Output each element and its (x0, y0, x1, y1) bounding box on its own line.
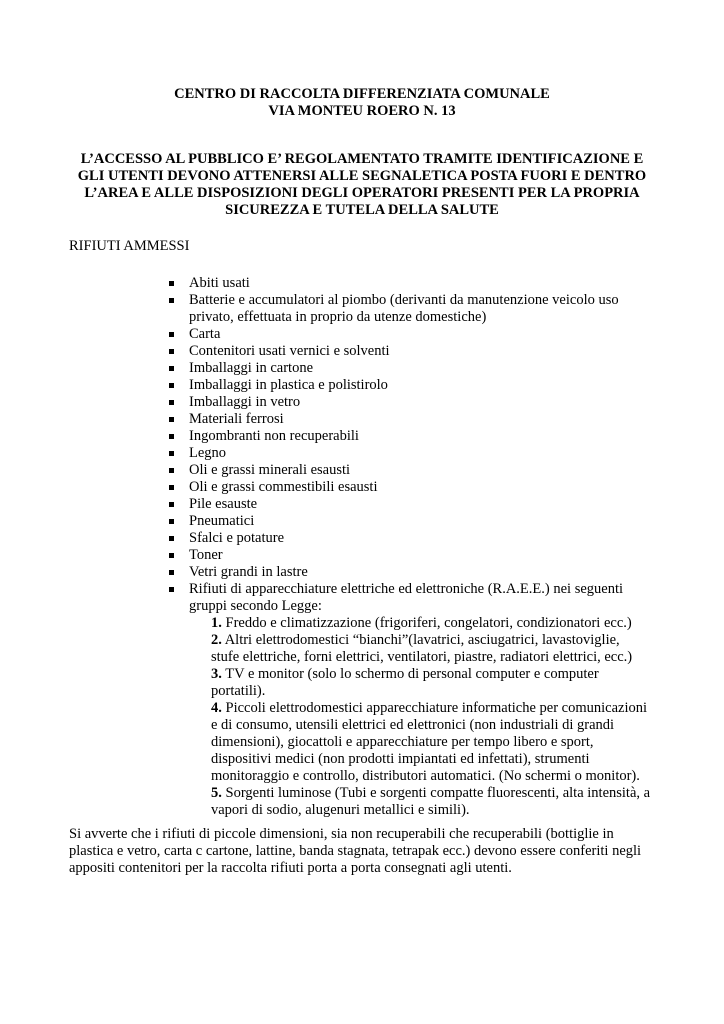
raee-group-line: vapori di sodio, alugenuri metallici e simili). (211, 802, 470, 818)
raee-group-line: monitoraggio e controllo, distributori automatici. (No schermi o monitor). (211, 768, 640, 784)
raee-group-line: 3. TV e monitor (solo lo schermo di personal computer e computer (211, 666, 599, 682)
list-item: Legno (168, 445, 656, 462)
square-bullet-icon (169, 519, 174, 524)
square-bullet-icon (169, 281, 174, 286)
title-line: VIA MONTEU ROERO N. 13 (268, 103, 456, 119)
square-bullet-icon (169, 553, 174, 558)
list-item: Materiali ferrosi (168, 411, 656, 428)
square-bullet-icon (169, 451, 174, 456)
list-item: Ingombranti non recuperabili (168, 428, 656, 445)
document-title (60, 86, 664, 120)
raee-group-line: portatili). (211, 683, 266, 699)
list-item: Toner (168, 547, 656, 564)
list-item: Pile esauste (168, 496, 656, 513)
square-bullet-icon (169, 417, 174, 422)
list-item: Carta (168, 326, 656, 343)
list-item: Contenitori usati vernici e solventi (168, 343, 656, 360)
list-item: Imballaggi in vetro (168, 394, 656, 411)
accepted-waste-list (168, 275, 656, 819)
raee-group-line: 1. Freddo e climatizzazione (frigoriferi, congelatori, condizionatori ecc.) (211, 615, 632, 631)
footer-line: appositi contenitori per la raccolta rifiuti porta a porta consegnati agli utenti. (69, 860, 512, 876)
square-bullet-icon (169, 434, 174, 439)
notice-line: L’AREA E ALLE DISPOSIZIONI DEGLI OPERATORI PRESENTI PER LA PROPRIA (84, 185, 640, 201)
square-bullet-icon (169, 298, 174, 303)
square-bullet-icon (169, 536, 174, 541)
list-item: Vetri grandi in lastre (168, 564, 656, 581)
square-bullet-icon (169, 366, 174, 371)
list-item: Batterie e accumulatori al piombo (derivanti da manutenzione veicolo uso privato, effettuata in proprio da utenze domestiche) (168, 292, 656, 326)
title-line: CENTRO DI RACCOLTA DIFFERENZIATA COMUNALE (174, 86, 550, 102)
raee-group-line: dispositivi medici (non prodotti impiantati ed infettati), strumenti (211, 751, 590, 767)
justified-line: Batterie e accumulatori al piombo (derivanti da manutenzione veicolo uso (189, 292, 619, 308)
square-bullet-icon (169, 468, 174, 473)
footer-note (69, 826, 669, 877)
raee-group-line: stufe elettriche, forni elettrici, ventilatori, piastre, radiatori elettrici, ecc.) (211, 649, 633, 665)
list-item: Oli e grassi commestibili esausti (168, 479, 656, 496)
square-bullet-icon (169, 383, 174, 388)
section-heading: RIFIUTI AMMESSI (69, 238, 190, 254)
raee-group-line: 4. Piccoli elettrodomestici apparecchiature informatiche per comunicazioni (211, 700, 648, 716)
list-item: Oli e grassi minerali esausti (168, 462, 656, 479)
square-bullet-icon (169, 570, 174, 575)
list-item: Sfalci e potature (168, 530, 656, 547)
list-item: Abiti usati (168, 275, 656, 292)
list-item: Imballaggi in cartone (168, 360, 656, 377)
list-item: Rifiuti di apparecchiature elettriche ed elettroniche (R.A.E.E.) nei seguenti gruppi secondo Legge: 1. Freddo e climatizzazione (frigoriferi, congelatori, condizionatori ecc.) 2. Altri elettrodomestici “bianchi”(lavatrici, asciugatrici, lavastoviglie, stufe elettriche, forni elettrici, ventilatori, piastre, radiatori elettrici, ecc.) 3. TV e monitor (solo lo schermo di personal computer e computer portatili). 4. Piccoli elettrodomestici apparecchiature informatiche per comunicazioni e di consumo, utensili elettrici ed elettronici (non industriali di grandi dimensioni), giocattoli e apparecchiature per tempo libero e sport, dispositivi medici (non prodotti impiantati ed infettati), strumenti monitoraggio e controllo, distributori automatici. (No schermi o monitor). 5. Sorgenti luminose (Tubi e sorgenti compatte fluorescenti, alta intensità, a vapori di sodio, alugenuri metallici e simili). (168, 581, 656, 819)
list-item: Pneumatici (168, 513, 656, 530)
raee-group-line: 2. Altri elettrodomestici “bianchi”(lavatrici, asciugatrici, lavastoviglie, (211, 632, 620, 648)
raee-group-line: dimensioni), giocattoli e apparecchiature per tempo libero e sport, (211, 734, 594, 750)
square-bullet-icon (169, 349, 174, 354)
notice-line: L’ACCESSO AL PUBBLICO E’ REGOLAMENTATO TRAMITE IDENTIFICAZIONE E (80, 151, 644, 167)
list-item: Imballaggi in plastica e polistirolo (168, 377, 656, 394)
square-bullet-icon (169, 332, 174, 337)
square-bullet-icon (169, 502, 174, 507)
footer-line: Si avverte che i rifiuti di piccole dimensioni, sia non recuperabili che recuperabili (bottiglie in (69, 826, 614, 842)
access-notice (60, 151, 664, 219)
raee-group-line: e di consumo, utensili elettrici ed elettronici (non industriali di grandi (211, 717, 615, 733)
notice-line: GLI UTENTI DEVONO ATTENERSI ALLE SEGNALETICA POSTA FUORI E DENTRO (77, 168, 647, 184)
square-bullet-icon (169, 485, 174, 490)
raee-group-line: 5. Sorgenti luminose (Tubi e sorgenti compatte fluorescenti, alta intensità, a (211, 785, 651, 801)
square-bullet-icon (169, 400, 174, 405)
notice-line: SICUREZZA E TUTELA DELLA SALUTE (225, 202, 499, 218)
raee-groups (189, 615, 656, 819)
footer-line: plastica e vetro, carta c cartone, lattine, banda stagnata, tetrapak ecc.) devono essere conferiti negli (69, 843, 642, 859)
square-bullet-icon (169, 587, 174, 592)
